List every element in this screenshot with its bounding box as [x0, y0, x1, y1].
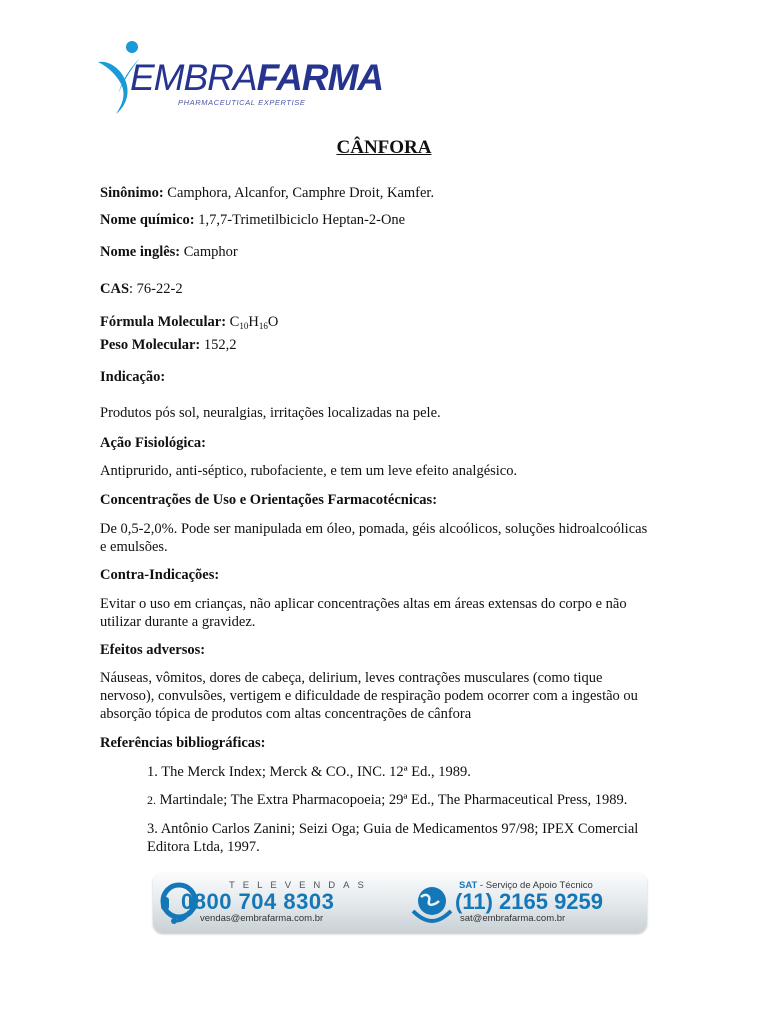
section-text-line: nervoso), convulsões, vertigem e dificuldade de respiração podem ocorrer com a ingestão ou	[100, 688, 638, 704]
field-label: Sinônimo:	[100, 185, 164, 201]
field-value: Camphor	[183, 244, 238, 260]
contact-banner	[153, 873, 647, 933]
field-peso	[100, 336, 237, 354]
reference-text-continued: Editora Ltda, 1997.	[147, 839, 260, 855]
reference-text: The Merck Index; Merck & CO., INC. 12ª Ed., 1989.	[161, 764, 471, 780]
section-text-acao: Antiprurido, anti-séptico, rubofaciente, e tem um leve efeito analgésico.	[100, 463, 518, 479]
section-heading-contra: Contra-Indicações:	[100, 567, 220, 583]
field-nome-ingles	[100, 243, 238, 261]
section-text-line: Náuseas, vômitos, dores de cabeça, delirium, leves contrações musculares (como tique	[100, 670, 603, 686]
section-heading-acao: Ação Fisiológica:	[100, 435, 206, 451]
section-text-indicacao: Produtos pós sol, neuralgias, irritações localizadas na pele.	[100, 405, 441, 421]
reference-item	[147, 791, 627, 809]
sat-label: SAT - Serviço de Apoio Técnico	[459, 880, 593, 891]
section-text-line: e emulsões.	[100, 539, 168, 555]
field-cas	[100, 280, 183, 298]
reference-item	[147, 820, 638, 838]
section-text-line: absorção tópica de produtos com altas concentrações de cânfora	[100, 706, 472, 722]
formula-value: $C_{10}H_{16}O$	[229, 314, 279, 331]
field-label: CAS	[100, 281, 130, 297]
televendas-phone: 0800 704 8303	[181, 889, 335, 914]
globe-hands-icon	[411, 883, 453, 925]
reference-number: 3.	[147, 821, 158, 837]
section-heading-concentracoes: Concentrações de Uso e Orientações Farmacotécnicas:	[100, 492, 438, 508]
sat-email: sat@embrafarma.com.br	[460, 913, 566, 924]
section-heading-referencias: Referências bibliográficas:	[100, 735, 266, 751]
televendas-label: TELEVENDAS	[229, 880, 372, 891]
section-heading-efeitos: Efeitos adversos:	[100, 642, 206, 658]
logo-tagline: PHARMACEUTICAL EXPERTISE	[178, 98, 306, 107]
document-title: CÂNFORA	[336, 137, 432, 158]
field-value: Camphora, Alcanfor, Camphre Droit, Kamfer.	[167, 185, 435, 201]
field-value: : 76-22-2	[129, 281, 183, 297]
televendas-email: vendas@embrafarma.com.br	[200, 913, 324, 924]
field-nome-quimico	[100, 211, 405, 229]
field-label: Nome inglês:	[100, 244, 181, 260]
section-heading-indicacao: Indicação:	[100, 369, 166, 385]
field-label: Fórmula Molecular:	[100, 314, 227, 330]
sat-phone: (11) 2165 9259	[455, 889, 604, 914]
field-sinonimo	[100, 184, 434, 202]
reference-item	[147, 763, 471, 781]
field-value: 152,2	[203, 337, 237, 353]
reference-number: 2.	[147, 793, 156, 807]
reference-text: Martindale; The Extra Pharmacopoeia; 29ª Ed., The Pharmaceutical Press, 1989.	[159, 792, 628, 808]
section-text-line: utilizar durante a gravidez.	[100, 614, 256, 630]
field-formula	[100, 313, 278, 331]
field-label: Peso Molecular:	[100, 337, 201, 353]
section-text-line: Evitar o uso em crianças, não aplicar concentrações altas em áreas extensas do corpo e não	[100, 596, 627, 612]
field-label: Nome químico:	[100, 212, 195, 228]
logo-wordmark: EMBRAFARMA	[130, 57, 384, 98]
reference-text: Antônio Carlos Zanini; Seizi Oga; Guia de Medicamentos 97/98; IPEX Comercial	[160, 821, 639, 837]
field-value: 1,7,7-Trimetilbiciclo Heptan-2-One	[198, 212, 406, 228]
section-text-line: De 0,5-2,0%. Pode ser manipulada em óleo, pomada, géis alcoólicos, soluções hidroalcoólicas	[100, 521, 648, 537]
embrafarma-logo	[96, 36, 384, 116]
reference-number: 1.	[147, 764, 158, 780]
